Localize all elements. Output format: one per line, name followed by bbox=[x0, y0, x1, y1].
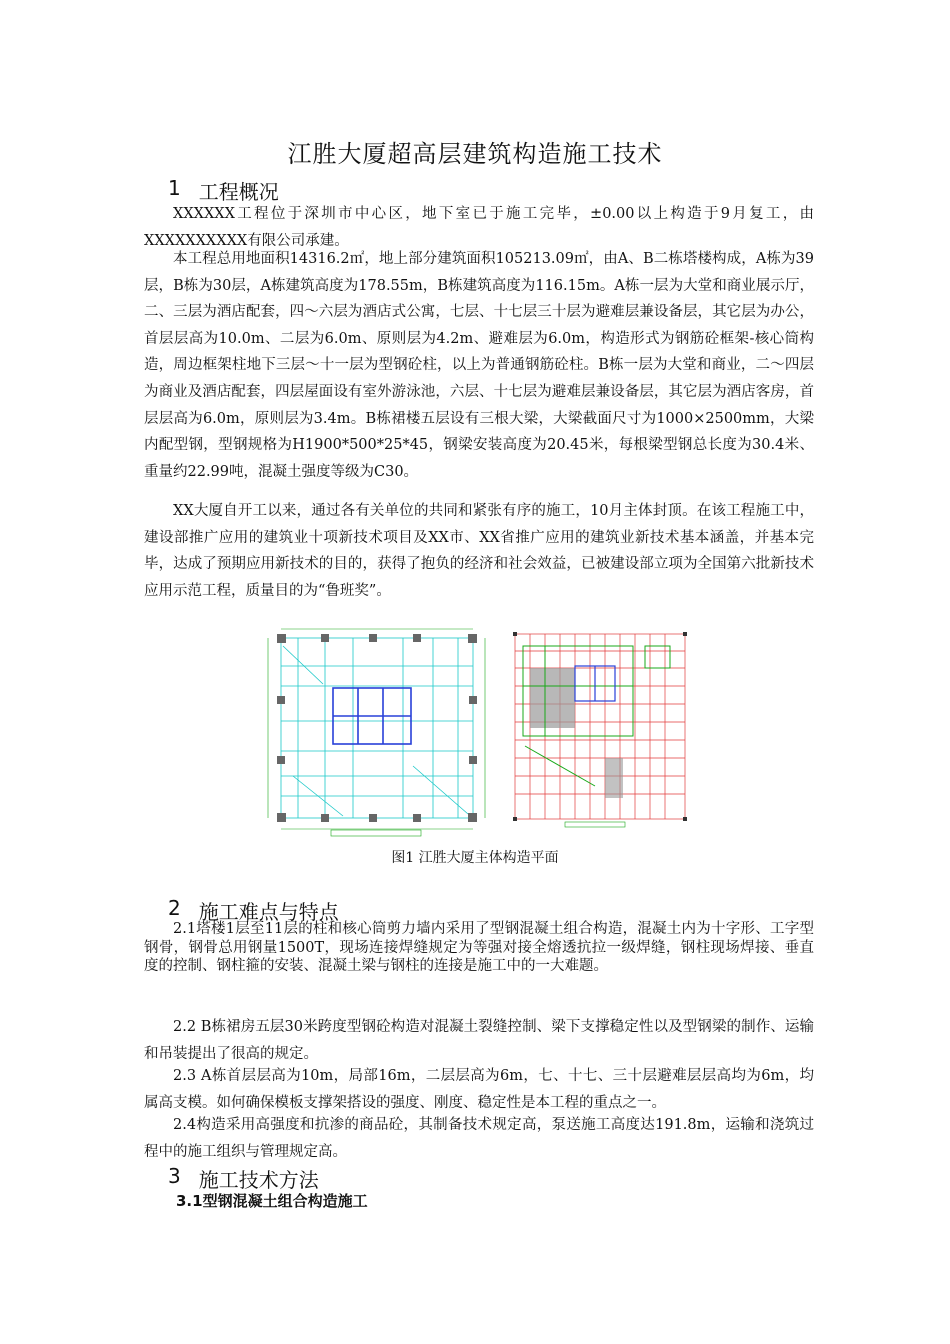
paragraph: XX大厦自开工以来，通过各有关单位的共同和紧张有序的施工，10月主体封顶。在该工程施工中，建设部推广应用的建筑业十项新技术项目及XX市、XX省推广应用的建筑业新技术基本涵盖，并基本完毕，达成了预期应用新技术的目的，获得了抱负的经济和社会效益，已被建设部立项为全国第六批新技术应用示范工程，质量目的为“鲁班奖”。 bbox=[144, 503, 814, 599]
section-title: 工程概况 bbox=[198, 180, 279, 204]
structural-plan-drawing-right bbox=[505, 626, 691, 831]
section-number: 1 bbox=[168, 176, 181, 200]
paragraph: 2.2 B栋裙房五层30米跨度型钢砼构造对混凝土裂缝控制、梁下支撑稳定性以及型钢梁的制作、运输和吊装提出了很高的规定。 bbox=[144, 1019, 814, 1062]
paragraph: 2.4构造采用高强度和抗渗的商品砼，其制备技术规定高，泵送施工高度达191.8m，运输和浇筑过程中的施工组织与管理规定高。 bbox=[144, 1117, 814, 1160]
section-3-heading bbox=[168, 1164, 319, 1193]
paragraph: 2.3 A栋首层层高为10m，局部16m，二层层高为6m，七、十七、三十层避难层层高均为6m，均属高支模。如何确保模板支撑架搭设的强度、刚度、稳定性是本工程的重点之一。 bbox=[144, 1068, 814, 1111]
structural-plan-drawing-left bbox=[263, 626, 490, 841]
section-number: 3 bbox=[168, 1164, 181, 1188]
document-title: 江胜大厦超高层建筑构造施工技术 bbox=[287, 140, 663, 168]
section-title: 施工技术方法 bbox=[198, 1168, 319, 1192]
section-title: 施工难点与特点 bbox=[198, 900, 339, 924]
paragraph: XXXXXX工程位于深圳市中心区，地下室已于施工完毕，±0.00以上构造于9月复工，由XXXXXXXXXX有限公司承建。 bbox=[144, 206, 814, 249]
section-number: 2 bbox=[168, 896, 181, 920]
paragraph: 本工程总用地面积14316.2㎡，地上部分建筑面积105213.09㎡，由A、B二栋塔楼构成，A栋为39层，B栋为30层，A栋建筑高度为178.55m，B栋建筑高度为116.15m。A栋一层为大堂和商业展示厅，二、三层为酒店配套，四～六层为酒店式公寓，七层、十七层三十层为避难层兼设备层，其它层为办公，首层层高为10.0m、二层为6.0m、原则层为4.2m、避难层为6.0m，构造形式为钢筋砼框架-核心筒构造，周边框架柱地下三层～十一层为型钢砼柱，以上为普通钢筋砼柱。B栋一层为大堂和商业，二～四层为商业及酒店配套，四层屋面设有室外游泳池，六层、十七层为避难层兼设备层，其它层为酒店客房，首层层高为6.0m，原则层为3.4m。B栋裙楼五层设有三根大梁，大梁截面尺寸为1000×2500mm，大梁内配型钢，型钢规格为H1900*500*25*45，钢梁安装高度为20.45米，每根梁型钢总长度为30.4米、重量约22.99吨，混凝土强度等级为C30。 bbox=[144, 251, 814, 480]
subsection-heading: 3.1型钢混凝土组合构造施工 bbox=[176, 1192, 368, 1210]
figure-caption: 图1 江胜大厦主体构造平面 bbox=[391, 850, 559, 866]
paragraph: 2.1塔楼1层至11层的柱和核心筒剪力墙内采用了型钢混凝土组合构造，混凝土内为十字形、工字型钢骨，钢骨总用钢量1500T，现场连接焊缝规定为等强对接全熔透抗拉一级焊缝，钢柱现场焊接、垂直度的控制、钢柱箍的安装、混凝土梁与钢柱的连接是施工中的一大难题。 bbox=[144, 921, 814, 974]
